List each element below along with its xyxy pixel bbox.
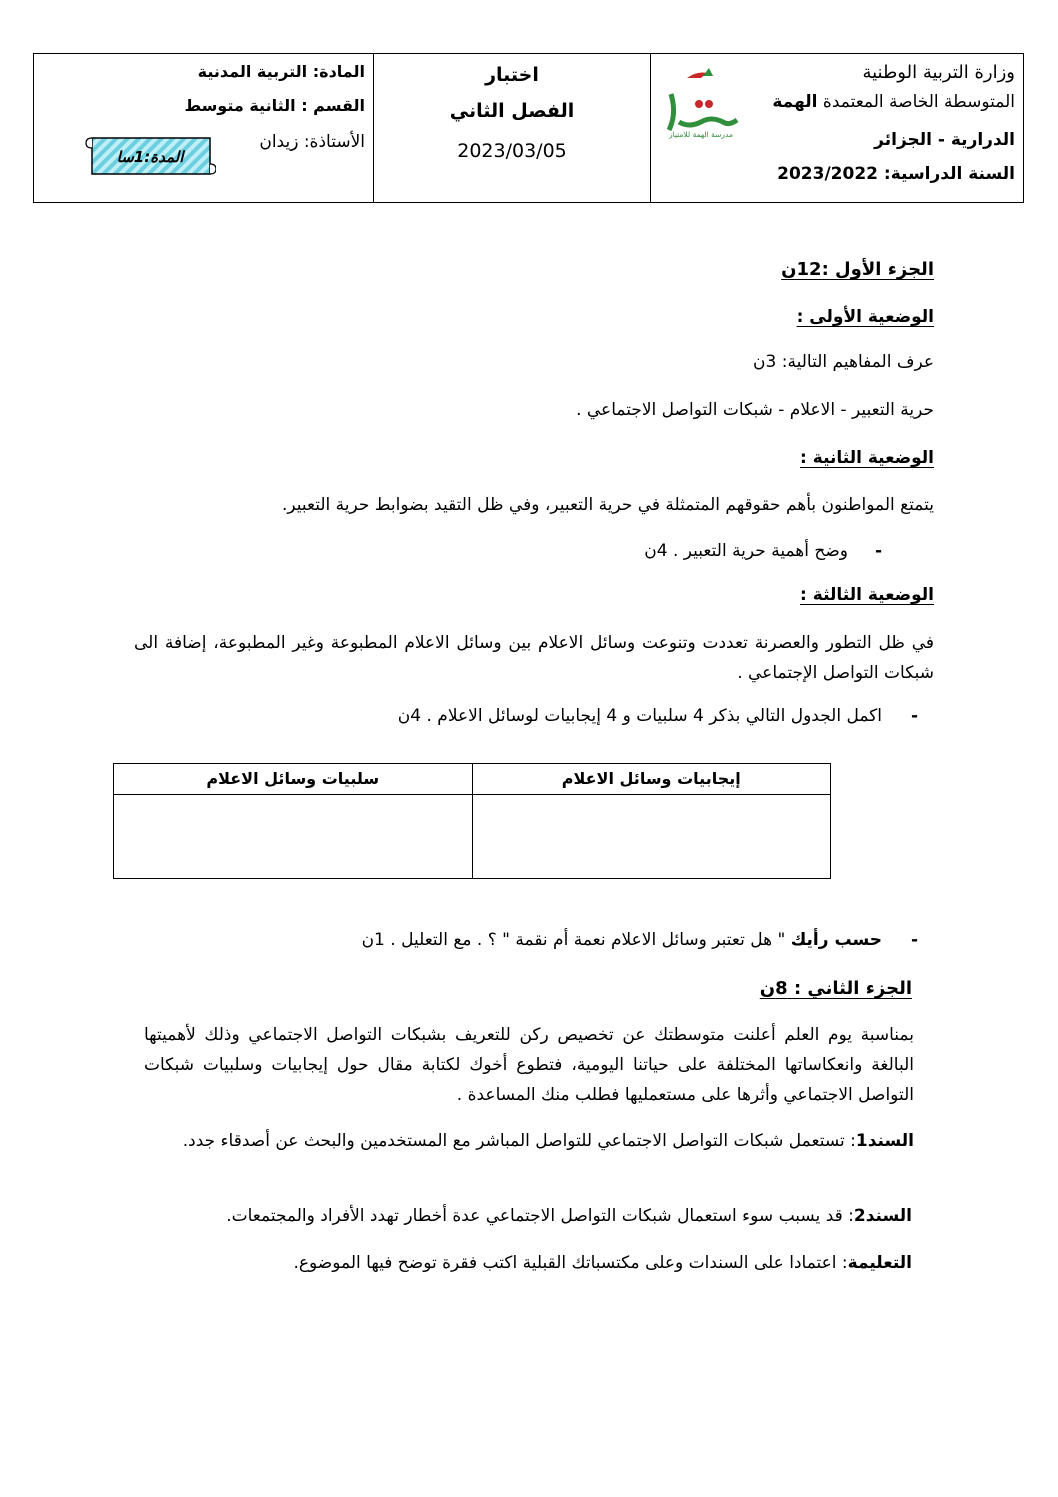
teacher-line: الأستاذة: زيدان: [259, 132, 365, 152]
task-label: التعليمة: [847, 1253, 912, 1273]
negatives-column: [114, 764, 472, 878]
subject-info-cell: [34, 54, 373, 202]
positives-header: إيجابيات وسائل الاعلام: [473, 764, 831, 795]
bullet-dash: -: [874, 541, 882, 561]
duration-label: المدة:1سا: [116, 148, 184, 166]
situation2-text: يتمتع المواطنون بأهم حقوقهم المتمثلة في حرية التعبير، وفي ظل التقيد بضوابط حرية التعبير.: [281, 495, 934, 515]
part1-title: الجزء الأول :12ن: [781, 259, 934, 280]
exam-date: 2023/03/05: [457, 140, 567, 162]
document1-label: السند1: [855, 1131, 914, 1151]
school-name: الهمة: [772, 92, 818, 112]
school-year-value: 2023/2022: [777, 164, 878, 184]
situation3-title: الوضعية الثالثة :: [800, 585, 934, 605]
situation2-question: وضح أهمية حرية التعبير . 4ن: [644, 541, 848, 561]
task-text: : اعتمادا على السندات وعلى مكتسباتك القبلية اكتب فقرة توضح فيها الموضوع.: [293, 1253, 848, 1273]
duration-scroll: [84, 134, 216, 180]
document2-label: السند2: [853, 1206, 912, 1226]
logo-caption: مدرسة الهمة للامتياز: [668, 130, 734, 139]
subject-line: المادة: التربية المدنية: [197, 62, 365, 81]
bullet-dash: -: [910, 930, 918, 950]
exam-term: الفصل الثاني: [449, 100, 575, 122]
situation3-text: في ظل التطور والعصرنة تعددت وتنوعت وسائل الاعلام بين وسائل الاعلام المطبوعة وغير المطبوعة، إضافة الى شبكات التواصل الإجتماعي .: [134, 633, 934, 683]
document2: [226, 1206, 912, 1226]
opinion-question: [362, 930, 882, 950]
situation1-title: الوضعية الأولى :: [796, 307, 934, 327]
document1: [144, 1126, 914, 1156]
opinion-rest: " هل تعتبر وسائل الاعلام نعمة أم نقمة " ؟ . مع التعليل . 1ن: [361, 930, 791, 950]
negatives-answer-cell[interactable]: [114, 795, 472, 879]
school-year-label: السنة الدراسية:: [883, 164, 1015, 184]
situation2-title: الوضعية الثانية :: [800, 448, 934, 468]
school-line: [772, 92, 1015, 112]
media-table: [113, 763, 831, 879]
exam-info-cell: [373, 54, 650, 202]
negatives-header: سلبيات وسائل الاعلام: [114, 764, 472, 795]
positives-column: [472, 764, 831, 878]
school-location: الدرارية - الجزائر: [874, 130, 1015, 150]
ministry-name: وزارة التربية الوطنية: [862, 62, 1015, 83]
situation1-instruction: عرف المفاهيم التالية: 3ن: [753, 352, 934, 372]
opinion-lead: حسب رأيك: [790, 930, 882, 950]
exam-title: اختبار: [485, 64, 539, 86]
document1-text: : تستعمل شبكات التواصل الاجتماعي للتواصل المباشر مع المستخدمين والبحث عن أصدقاء جدد.: [182, 1131, 856, 1151]
school-year: [777, 164, 1015, 184]
situation1-terms: حرية التعبير - الاعلام - شبكات التواصل الاجتماعي .: [576, 400, 934, 420]
positives-answer-cell[interactable]: [473, 795, 831, 879]
task: [293, 1253, 912, 1273]
part2-title: الجزء الثاني : 8ن: [759, 978, 912, 999]
class-line: القسم : الثانية متوسط: [184, 96, 365, 115]
school-prefix: المتوسطة الخاصة المعتمدة: [822, 92, 1015, 112]
part2-intro: بمناسبة يوم العلم أعلنت متوسطتك عن تخصيص ركن للتعريف بشبكات التواصل الاجتماعي وذلك لأهميتها البالغة وانعكاساتها المختلفة على حياتنا اليومية، فتطوع أخوك لكتابة مقال حول إيجابيات وسلبيات شبكات التواصل الاجتماعي وأثرها على مستعمليها فطلب منك المساعدة .: [144, 1025, 914, 1105]
document2-text: : قد يسبب سوء استعمال شبكات التواصل الاجتماعي عدة أخطار تهدد الأفراد والمجتمعات.: [226, 1206, 854, 1226]
bullet-dash: -: [910, 706, 918, 726]
school-logo: [657, 64, 743, 144]
school-info-cell: [650, 54, 1023, 202]
situation3-question: اكمل الجدول التالي بذكر 4 سلبيات و 4 إيجابيات لوسائل الاعلام . 4ن: [397, 706, 882, 726]
exam-header: [33, 53, 1024, 203]
